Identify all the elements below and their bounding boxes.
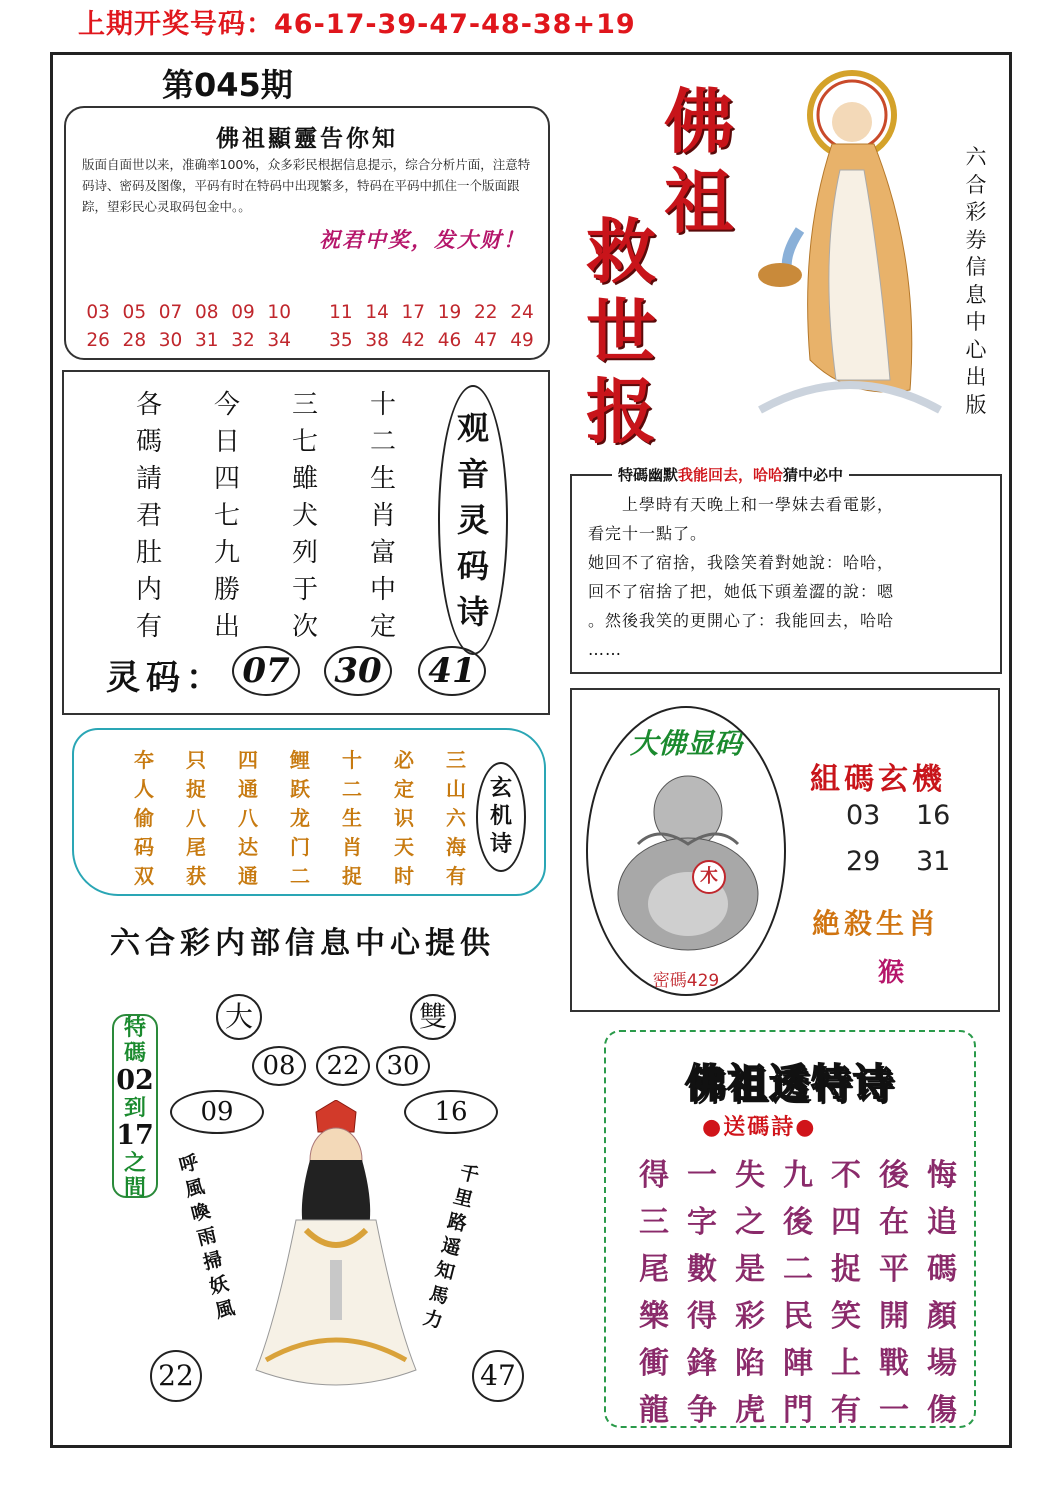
range-to: 17 — [116, 1120, 154, 1151]
poem-char: 君 — [135, 501, 162, 531]
humor-box — [570, 466, 1002, 674]
verse-char: 里 — [451, 1185, 476, 1212]
verse-char: 雨 — [194, 1224, 219, 1250]
info-title: 佛祖顯靈告你知 — [216, 125, 398, 152]
poem-char: 列 — [291, 538, 318, 568]
poem-char: 民 — [783, 1299, 813, 1334]
poem-char: 有 — [831, 1393, 861, 1428]
number-cell: 46 — [437, 330, 462, 351]
poem-char: 樂 — [639, 1299, 669, 1334]
poem-char: 今 — [213, 390, 240, 420]
poem-char: 虎 — [735, 1393, 765, 1428]
number-cell: 14 — [365, 302, 389, 323]
ling-code-number: 41 — [418, 646, 486, 696]
number-cell: 38 — [365, 330, 389, 351]
element-badge: 木 — [692, 860, 726, 894]
poem-grid — [110, 384, 422, 643]
poem-char: 夲 — [134, 748, 154, 772]
verse-char: 力 — [421, 1306, 445, 1333]
number-cell: 42 — [401, 330, 426, 351]
poem-char: 三 — [291, 390, 318, 420]
mystery-poem-grid — [118, 744, 482, 889]
poem-char: 捉 — [342, 864, 362, 888]
code-number: 16 — [404, 1090, 498, 1134]
poem-char: 时 — [394, 864, 414, 888]
poem-char: 四 — [213, 464, 240, 494]
poem-char: 九 — [783, 1158, 813, 1193]
verse-char: 遥 — [439, 1234, 463, 1260]
humor-text — [588, 490, 992, 664]
number-cell: 26 — [86, 330, 110, 351]
poem-char: 顏 — [927, 1299, 957, 1334]
kill-zodiac-value: 猴 — [878, 958, 905, 988]
verse-char: 路 — [445, 1209, 470, 1236]
poem-char: 尾 — [186, 835, 206, 859]
poem-char: 码 — [134, 835, 154, 859]
poem-char: 一 — [687, 1158, 717, 1193]
humor-title-prefix: 特碼幽默 — [618, 466, 679, 484]
verse-char: 知 — [433, 1258, 457, 1285]
poem-char: 開 — [879, 1299, 909, 1334]
buddha-code-heading: 大佛显码 — [629, 727, 742, 760]
number-cell: 22 — [473, 302, 498, 323]
poem-char: 場 — [927, 1346, 957, 1381]
combo-code-title: 組碼玄機 — [810, 762, 946, 797]
ling-code-number: 07 — [232, 646, 300, 696]
poem-char: 肖 — [342, 835, 362, 859]
code-number: 47 — [472, 1350, 524, 1402]
poem-char: 悔 — [927, 1158, 957, 1193]
range-from: 02 — [116, 1065, 154, 1096]
poem-char: 勝 — [213, 575, 240, 605]
poem-char: 定 — [394, 777, 414, 801]
title-char: 佛 — [664, 80, 734, 163]
poem-char: 门 — [290, 835, 310, 859]
special-poem-subtitle: ●送碼詩● — [702, 1114, 817, 1140]
poem-char: 生 — [369, 464, 396, 494]
provider-text: 六合彩内部信息中心提供 — [110, 926, 495, 961]
poem-char: 傷 — [927, 1393, 957, 1428]
poem-char: 笑 — [831, 1299, 861, 1334]
wish-text: 祝君中奖，发大财！ — [319, 228, 526, 252]
poem-char: 尾 — [639, 1252, 669, 1287]
range-label: 之 — [123, 1150, 146, 1176]
number-cell: 07 — [158, 302, 183, 323]
verse-char: 呼 — [176, 1151, 201, 1178]
poem-char: 识 — [394, 806, 414, 830]
poem-char: 各 — [135, 390, 162, 420]
poem-char: 鲤 — [290, 748, 310, 772]
number-row — [80, 330, 540, 358]
combo-number: 31 — [916, 846, 951, 877]
info-text: 版面自面世以来，准确率100%，众多彩民根据信息提示，综合分析片面，注意特码诗、密码及图像，平码有时在特码中出现繁多，特码在平码中抓住一个版面跟踪，望彩民心灵取码包金中。。 — [82, 157, 531, 214]
poem-char: 定 — [369, 612, 396, 642]
range-label: 到 — [123, 1095, 146, 1121]
poem-char: 获 — [186, 864, 206, 888]
poem-char: 戰 — [879, 1346, 909, 1381]
poem-char: 天 — [394, 835, 414, 859]
special-poem-box — [604, 1030, 976, 1428]
poem-char: 二 — [342, 777, 362, 801]
guanyin-poem-title — [438, 385, 508, 655]
title-char: 观 — [456, 409, 489, 447]
poem-char: 必 — [394, 748, 414, 772]
mystery-poem-title — [476, 762, 526, 872]
number-cell: 17 — [401, 302, 426, 323]
poem-char: 肚 — [135, 538, 162, 568]
poem-char: 出 — [213, 612, 240, 642]
humor-line: 。然後我笑的更開心了：我能回去，哈哈 — [588, 611, 895, 630]
number-cell: 49 — [510, 330, 534, 351]
poem-char: 争 — [687, 1393, 717, 1428]
title-char: 诗 — [456, 593, 489, 631]
humor-title-suffix: 猜中必中 — [783, 466, 844, 484]
poem-char: 双 — [134, 864, 154, 888]
buddha-oval — [586, 706, 786, 996]
poem-char: 龙 — [290, 806, 310, 830]
poem-char: 陷 — [735, 1346, 765, 1381]
code-number: 09 — [170, 1090, 264, 1134]
verse-char: 風 — [182, 1175, 207, 1202]
humor-line: 看完十一點了。 — [588, 524, 708, 543]
number-cell: 11 — [329, 302, 353, 323]
poem-char: 肖 — [369, 501, 396, 531]
poem-char: 通 — [238, 777, 258, 801]
number-row — [80, 302, 540, 330]
poem-char: 得 — [639, 1158, 669, 1193]
poem-char: 是 — [735, 1252, 765, 1287]
number-cell: 32 — [231, 330, 255, 351]
secret-code: 密碼429 — [652, 971, 720, 991]
poem-char: 人 — [134, 777, 154, 801]
title-char: 报 — [586, 370, 656, 453]
humor-line: 上學時有天晚上和一學妹去看電影， — [588, 495, 895, 514]
verse-char: 千 — [457, 1161, 482, 1188]
number-grid — [80, 302, 540, 358]
code-number: 08 — [252, 1046, 306, 1086]
humor-title — [612, 464, 849, 485]
poem-char: 追 — [927, 1205, 957, 1240]
main-title-part1 — [664, 82, 734, 242]
buddha-code-box — [570, 688, 1000, 1012]
poem-char: 有 — [135, 612, 162, 642]
poem-char: 碼 — [927, 1252, 957, 1287]
poem-char: 平 — [879, 1252, 909, 1287]
humor-title-highlight: 我能回去，哈哈 — [678, 466, 784, 484]
poem-char: 字 — [687, 1205, 717, 1240]
title-char: 祖 — [664, 160, 734, 243]
mystery-poem-box — [72, 728, 546, 896]
poem-char: 内 — [135, 575, 162, 605]
code-number: 22 — [316, 1046, 370, 1086]
title-char: 诗 — [489, 832, 512, 857]
range-label: 特 — [123, 1015, 146, 1041]
poem-char: 海 — [446, 835, 466, 859]
ling-code-label: 灵码： — [106, 658, 226, 698]
verse-char: 喚 — [188, 1199, 213, 1226]
poem-char: 彩 — [735, 1299, 765, 1334]
laughing-buddha-illustration — [608, 764, 768, 954]
range-label: 碼 — [123, 1040, 146, 1066]
poem-char: 請 — [135, 464, 162, 494]
title-char: 世 — [586, 290, 656, 373]
issue-number: 第045期 — [162, 66, 293, 104]
main-title-part2 — [586, 212, 656, 452]
poem-char: 于 — [291, 575, 318, 605]
poem-char: 二 — [369, 427, 396, 457]
poem-char: 生 — [342, 806, 362, 830]
code-number: 22 — [150, 1350, 202, 1402]
poem-char: 後 — [879, 1158, 909, 1193]
poem-char: 八 — [186, 806, 206, 830]
title-char: 音 — [456, 455, 489, 493]
poem-char: 在 — [879, 1205, 909, 1240]
poem-char: 後 — [783, 1205, 813, 1240]
combo-number: 29 — [846, 846, 881, 877]
poem-char: 一 — [879, 1393, 909, 1428]
poem-char: 門 — [783, 1393, 813, 1428]
title-char: 救 — [586, 210, 656, 293]
number-cell: 03 — [86, 302, 110, 323]
guanyin-standing-illustration — [740, 60, 960, 430]
poem-char: 上 — [831, 1346, 861, 1381]
poem-char: 衝 — [639, 1346, 669, 1381]
poem-char: 鋒 — [687, 1346, 717, 1381]
poem-char: 跃 — [290, 777, 310, 801]
poem-char: 四 — [831, 1205, 861, 1240]
poem-char: 达 — [238, 835, 258, 859]
verse-char: 掃 — [201, 1248, 225, 1275]
number-cell: 09 — [231, 302, 255, 323]
poem-char: 得 — [687, 1299, 717, 1334]
poem-char: 雖 — [291, 464, 318, 494]
big-badge: 大 — [216, 994, 262, 1040]
number-cell: 08 — [194, 302, 219, 323]
number-cell: 34 — [267, 330, 291, 351]
poem-char: 十 — [369, 390, 396, 420]
poem-char: 三 — [639, 1205, 669, 1240]
poem-char: 富 — [369, 538, 396, 568]
title-char: 灵 — [456, 501, 489, 539]
number-cell: 47 — [473, 330, 498, 351]
humor-line: 她回不了宿捨，我陰笑着對她說：哈哈， — [588, 553, 895, 572]
poem-char: 不 — [831, 1158, 861, 1193]
code-number: 30 — [376, 1046, 430, 1086]
poem-char: 中 — [369, 575, 396, 605]
humor-line: 回不了宿捨了把，她低下頭羞澀的說：嗯 — [588, 582, 895, 601]
poem-char: 通 — [238, 864, 258, 888]
poem-char: 碼 — [135, 427, 162, 457]
number-cell: 10 — [267, 302, 291, 323]
poem-char: 偷 — [134, 806, 154, 830]
poem-char: 八 — [238, 806, 258, 830]
poem-char: 山 — [446, 777, 466, 801]
poem-char: 數 — [687, 1252, 717, 1287]
poem-char: 十 — [342, 748, 362, 772]
ling-code-number: 30 — [324, 646, 392, 696]
verse-char: 馬 — [427, 1282, 451, 1309]
poem-char: 只 — [186, 748, 206, 772]
humor-line: …… — [588, 640, 622, 659]
verse-char: 風 — [213, 1296, 237, 1323]
title-char: 码 — [456, 547, 489, 585]
poem-char: 捉 — [186, 777, 206, 801]
number-cell: 24 — [510, 302, 534, 323]
number-cell: 30 — [158, 330, 183, 351]
poem-char: 二 — [783, 1252, 813, 1287]
range-label: 間 — [123, 1175, 146, 1201]
poem-char: 有 — [446, 864, 466, 888]
poem-char: 二 — [290, 864, 310, 888]
poem-char: 三 — [446, 748, 466, 772]
number-cell: 31 — [194, 330, 219, 351]
poem-char: 捉 — [831, 1252, 861, 1287]
poem-char: 陣 — [783, 1346, 813, 1381]
poem-char: 龍 — [639, 1393, 669, 1428]
poem-char: 日 — [213, 427, 240, 457]
title-char: 玄 — [489, 776, 512, 801]
title-char: 机 — [489, 804, 512, 829]
poem-char: 失 — [735, 1158, 765, 1193]
special-code-range — [112, 1014, 158, 1201]
guanyin-seated-illustration — [236, 1100, 436, 1400]
poem-char: 九 — [213, 538, 240, 568]
poem-char: 六 — [446, 806, 466, 830]
poem-char: 次 — [291, 612, 318, 642]
last-draw-numbers: 上期开奖号码：46-17-39-47-48-38+19 — [78, 9, 636, 40]
poem-char: 七 — [213, 501, 240, 531]
combo-number: 16 — [916, 800, 951, 831]
verse-char: 妖 — [207, 1272, 231, 1299]
special-poem-title: 佛祖透特诗 — [685, 1060, 895, 1107]
combo-number: 03 — [846, 800, 881, 831]
number-cell: 19 — [437, 302, 462, 323]
number-cell: 28 — [122, 330, 147, 351]
kill-zodiac-title: 絶殺生肖 — [812, 907, 941, 940]
even-badge: 雙 — [410, 994, 456, 1040]
special-poem-grid — [630, 1150, 966, 1432]
poem-char: 四 — [238, 748, 258, 772]
poem-char: 犬 — [291, 501, 318, 531]
publisher-vertical-text: 六合彩券信息中心出版 — [965, 145, 987, 417]
poem-char: 之 — [735, 1205, 765, 1240]
number-cell: 35 — [329, 330, 353, 351]
number-cell: 05 — [122, 302, 147, 323]
poem-char: 七 — [291, 427, 318, 457]
info-box — [64, 106, 550, 360]
